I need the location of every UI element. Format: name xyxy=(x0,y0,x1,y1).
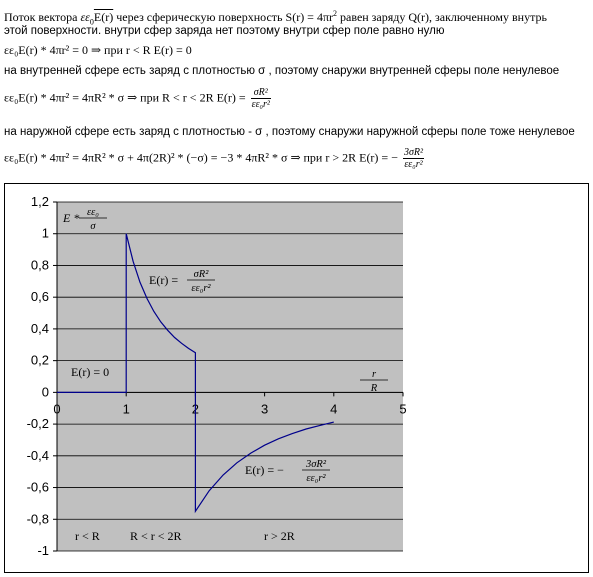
y-tick-label: -0,8 xyxy=(26,511,49,527)
y-axis-label-frac-num: εε₀ xyxy=(87,207,99,218)
annotation-e-out-frac-den: εε₀r² xyxy=(306,473,326,484)
y-axis-label: E * xyxy=(63,211,80,225)
text-line-3: εε₀E(r) * 4πr² = 0 ⇒ при r < R E(r) = 0 xyxy=(4,43,192,57)
x-tick-label: 5 xyxy=(399,401,407,417)
annotation-e-out-frac-num: 3σR² xyxy=(306,459,326,470)
text-line-2: этой поверхности. внутри сфер заряда нет поэтому внутри сфер поле равно нулю xyxy=(4,25,445,37)
text-line-7 xyxy=(4,147,426,170)
y-tick-label: 0 xyxy=(41,384,49,400)
x-tick-label: 2 xyxy=(191,401,200,417)
text-segment: через сферическую поверхность S(r) = 4πr xyxy=(113,10,334,24)
chart-container xyxy=(4,183,589,573)
annotation-e-mid-frac-num: σR² xyxy=(193,269,209,280)
text-segment: 0 xyxy=(89,17,94,27)
text-segment: равен заряду Q(r), заключенному внутрь xyxy=(337,10,547,24)
y-tick-label: -1 xyxy=(37,543,49,558)
fraction-den: εε₀r² xyxy=(251,99,270,110)
y-tick-label: 0,2 xyxy=(30,352,49,368)
region-label-2: R < r < 2R xyxy=(130,529,182,543)
text-segment: εε₀E(r) * 4πr² = 4πR² * σ ⇒ при R < r < 2R E(r) = xyxy=(4,90,246,105)
x-tick-label: 4 xyxy=(330,401,338,417)
x-tick-label: 1 xyxy=(122,401,130,417)
fraction-num: σR² xyxy=(251,87,271,99)
text-segment: Поток вектора xyxy=(4,10,81,24)
y-tick-label: -0,4 xyxy=(26,447,49,463)
text-line-6: на наружной сфере есть заряд с плотностью - σ , поэтому снаружи наружной сферы поле тоже ненулевое xyxy=(4,126,575,138)
text-segment: εε₀E(r) * 4πr² = 4πR² * σ + 4π(2R)² * (−σ) = −3 * 4πR² * σ ⇒ при r > 2R E(r) = − xyxy=(4,150,398,165)
annotation-e-mid-frac-den: εε₀r² xyxy=(191,283,211,294)
text-line-5 xyxy=(4,87,273,110)
x-tick-label: 3 xyxy=(260,401,269,417)
text-segment: E(r) xyxy=(93,10,114,24)
fraction xyxy=(251,87,271,110)
y-tick-label: 0,4 xyxy=(30,320,49,336)
field-chart xyxy=(5,184,588,572)
x-tick-label: 0 xyxy=(53,401,61,417)
fraction-den: εε₀r² xyxy=(404,159,423,170)
text-segment: εε xyxy=(80,10,90,24)
text-line-4: на внутренней сфере есть заряд с плотностью σ , поэтому снаружи внутренней сферы поле ненулевое xyxy=(4,65,560,77)
y-tick-label: 0,8 xyxy=(30,257,49,273)
y-tick-label: -0,6 xyxy=(26,479,49,495)
annotation-e-mid: E(r) = xyxy=(149,273,179,287)
fraction xyxy=(403,147,424,170)
text-segment: 2 xyxy=(333,9,338,18)
region-label-3: r > 2R xyxy=(264,529,295,543)
y-tick-label: 1,2 xyxy=(30,194,49,209)
x-axis-label-num: r xyxy=(371,369,377,380)
annotation-e-out: E(r) = − xyxy=(245,463,284,477)
x-axis-label-den: R xyxy=(370,383,378,394)
annotation-e-zero: E(r) = 0 xyxy=(71,365,110,379)
y-tick-label: 0,6 xyxy=(30,289,49,305)
y-axis-label-frac-den: σ xyxy=(90,221,96,232)
y-tick-label: -0,2 xyxy=(26,416,49,432)
fraction-num: 3σR² xyxy=(403,147,424,158)
y-tick-label: 1 xyxy=(41,225,49,241)
region-label-1: r < R xyxy=(75,529,100,543)
